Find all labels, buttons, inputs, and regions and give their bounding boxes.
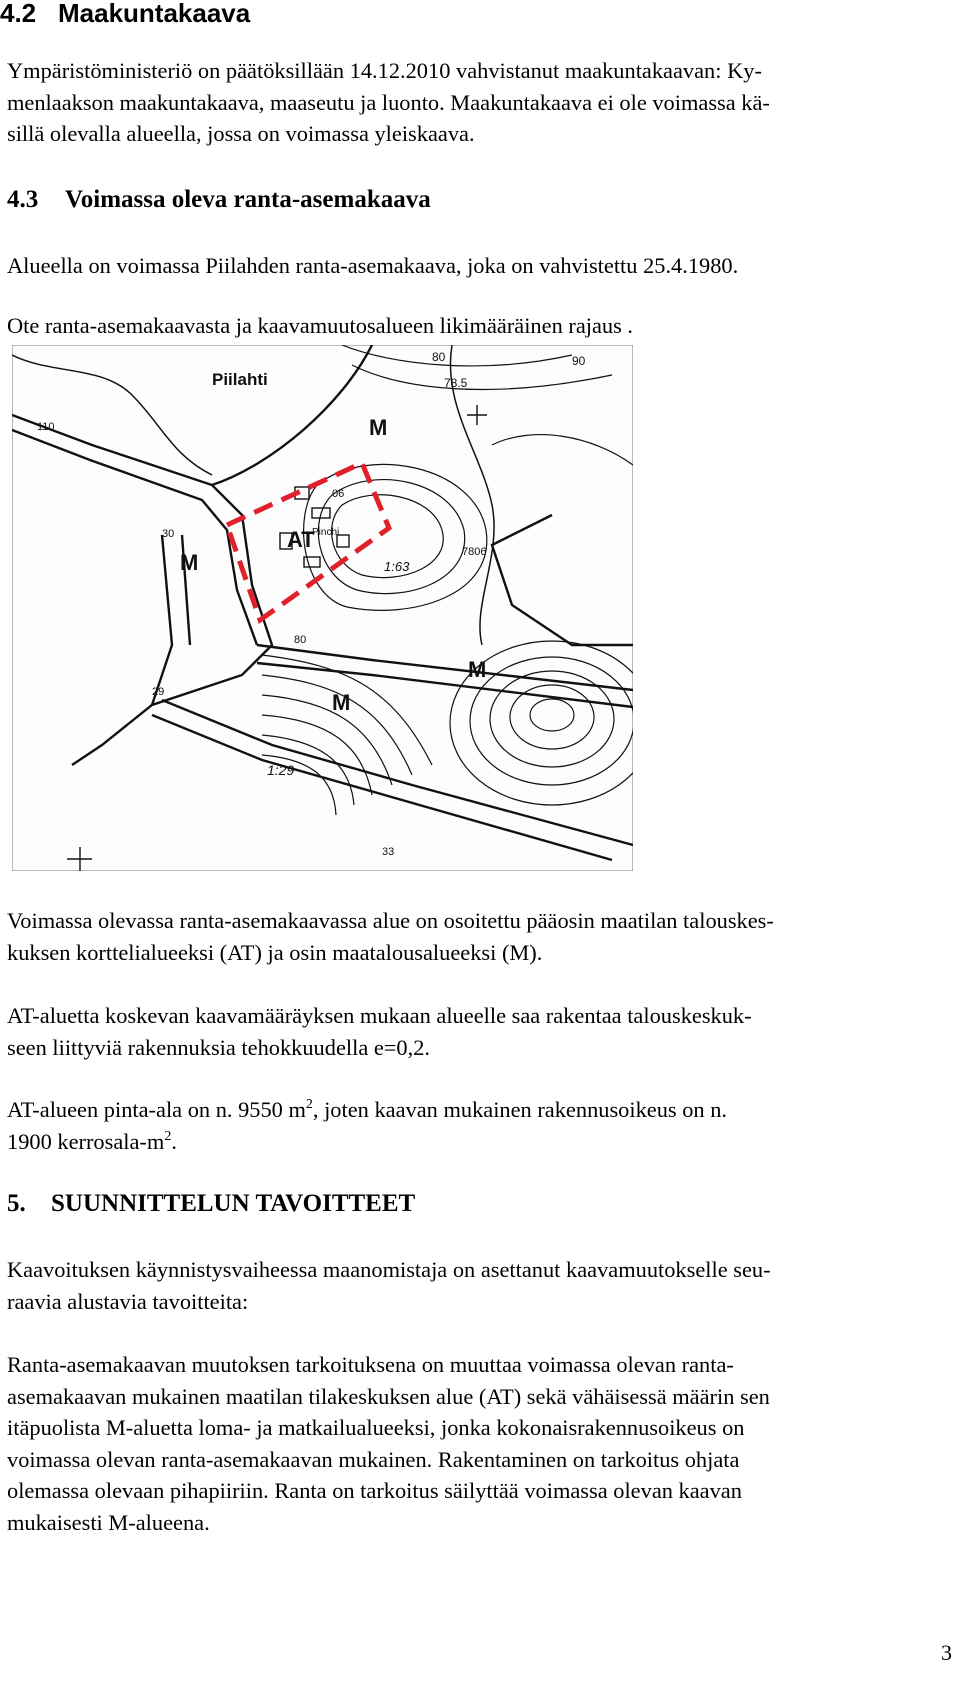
text-run: . [171,1128,177,1154]
map-label-place: Piilahti [212,370,268,389]
map-label-m: M [468,657,487,682]
text-line: AT-aluetta koskevan kaavamääräyksen mukaan alueelle saa rakentaa talouskeskuk- [7,1003,752,1028]
text-line: raavia alustavia tavoitteita: [7,1288,249,1314]
paragraph-ote [7,310,633,342]
superscript: 2 [305,1097,313,1112]
zoning-map-image [12,345,633,871]
map-label-pinchi: Pinchi [312,527,340,538]
map-label-parcel: 110 [37,421,55,433]
text-line: sillä olevalla alueella, jossa on voimassa yleiskaava. [7,121,475,146]
text-line [7,1094,727,1126]
map-label-parcel: 1:63 [384,559,410,574]
map-label-m: M [332,690,351,715]
map-label-elevation: 78.5 [444,376,468,390]
section-number: 4.3 [7,186,39,213]
superscript: 2 [164,1128,172,1144]
text-line: Kaavoituksen käynnistysvaiheessa maanomistaja on asettanut kaavamuutokselle seu- [7,1257,771,1282]
heading-4-3 [7,186,431,214]
map-label-elevation: 80 [432,350,446,364]
text-run: , joten kaavan mukainen rakennusoikeus on n. [312,1097,728,1122]
map-label-elevation: 80 [294,634,307,646]
paragraph-kaava-alue [7,905,774,968]
map-label-elevation: 29 [152,686,165,698]
heading-5 [7,1190,415,1218]
page-number: 3 [941,1640,952,1665]
section-title: SUUNNITTELUN TAVOITTEET [51,1190,416,1217]
text-run: AT-alueen pinta-ala on n. 9550 m [7,1097,306,1122]
map-label-elevation: 30 [162,528,175,540]
text-line: Ote ranta-asemakaavasta ja kaavamuutosalueen likimääräinen rajaus . [7,313,634,338]
map-label-elevation: 06 [332,488,345,500]
section-title: Maakuntakaava [58,0,251,28]
text-line: kuksen korttelialueeksi (AT) ja osin maatalousalueeksi (M). [7,939,543,965]
section-title: Voimassa oleva ranta-asemakaava [65,186,431,213]
map-label-parcel: 1:29 [267,762,295,778]
text-line: seen liittyviä rakennuksia tehokkuudella e=0,2. [7,1034,431,1060]
map-label-elevation: 90 [572,354,586,368]
map-frame [12,345,633,871]
text-line: asemakaavan mukainen maatilan tilakeskuksen alue (AT) sekä vähäisessä määrin sen [7,1383,770,1409]
text-line: voimassa olevan ranta-asemakaavan mukainen. Rakentaminen on tarkoitus ohjata [7,1446,740,1472]
section-number: 4.2 [0,0,37,28]
text-line: Ranta-asemakaavan muutoksen tarkoituksena on muuttaa voimassa olevan ranta- [7,1352,734,1377]
map-label-parcel: 7806 [462,546,487,558]
text-line: Alueella on voimassa Piilahden ranta-asemakaava, joka on vahvistettu 25.4.1980. [7,253,739,278]
paragraph-kaavoitus [7,1254,771,1317]
map-label-m: M [180,550,199,575]
map-label-elevation: 33 [382,846,395,858]
text-line: Voimassa olevassa ranta-asemakaavassa alue on osoitettu pääosin maatilan talouskes- [7,908,774,933]
paragraph-tavoitteet [7,1349,770,1538]
paragraph-pinta-ala [7,1094,727,1157]
heading-4-2 [0,0,250,29]
text-line: olemassa olevaan pihapiiriin. Ranta on tarkoitus säilyttää voimassa olevan kaavan [7,1478,742,1503]
paragraph-maakuntakaava [7,55,770,150]
text-run: 1900 kerrosala-m [7,1128,165,1154]
paragraph-voimassa-kaava [7,250,738,282]
map-label-at: AT [287,527,315,552]
text-line: mukaisesti M-alueena. [7,1509,210,1535]
text-line: Ympäristöministeriö on päätöksillään 14.12.2010 vahvistanut maakuntakaavan: Ky- [7,58,762,83]
paragraph-at-maarays [7,1000,752,1063]
section-number: 5. [7,1190,26,1217]
text-line [7,1126,727,1158]
text-line: menlaakson maakuntakaava, maaseutu ja luonto. Maakuntakaava ei ole voimassa kä- [7,89,770,115]
map-label-m: M [369,415,388,440]
text-line: itäpuolista M-aluetta loma- ja matkailualueeksi, jonka kokonaisrakennusoikeus on [7,1415,745,1440]
